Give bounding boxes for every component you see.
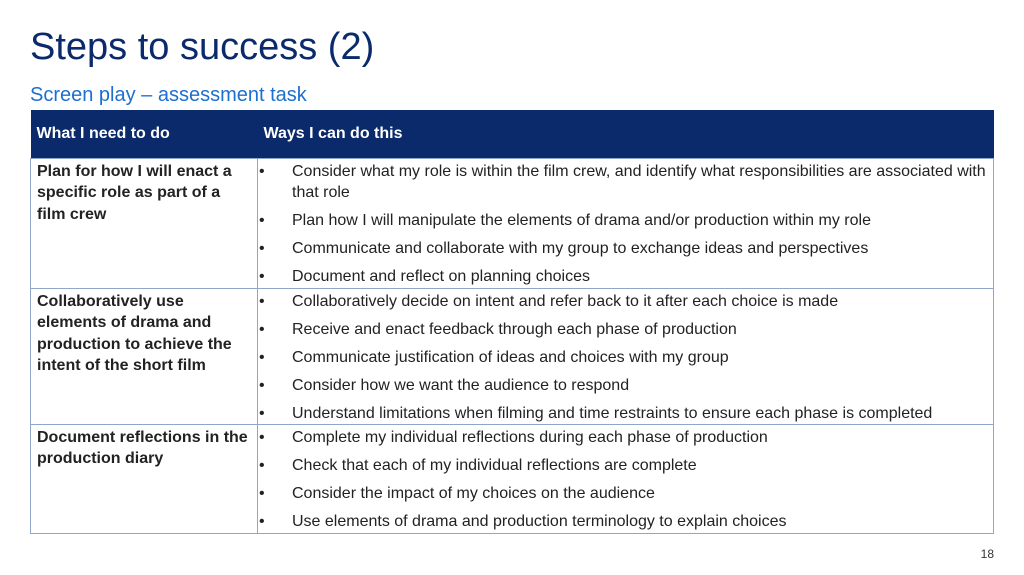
slide-title: Steps to success (2)	[30, 26, 375, 68]
bullet-icon: •	[259, 267, 265, 285]
ways-list	[258, 291, 989, 424]
ways-cell	[258, 158, 994, 288]
list-item-text: Complete my individual reflections during each phase of production	[292, 428, 768, 446]
list-item-text: Communicate and collaborate with my group to exchange ideas and perspectives	[292, 239, 869, 257]
list-item	[258, 347, 989, 368]
need-cell: Collaboratively use elements of drama and production to achieve the intent of the short film	[31, 288, 258, 424]
bullet-icon: •	[259, 320, 265, 338]
ways-list	[258, 161, 989, 287]
bullet-icon: •	[259, 348, 265, 366]
bullet-icon: •	[259, 211, 265, 229]
list-item-text: Check that each of my individual reflections are complete	[292, 456, 697, 474]
table-row	[31, 158, 994, 288]
list-item-text: Plan how I will manipulate the elements of drama and/or production within my role	[292, 211, 871, 229]
list-item	[258, 291, 989, 312]
list-item	[258, 403, 989, 424]
ways-cell	[258, 424, 994, 533]
table-header-row	[31, 110, 994, 158]
list-item-text: Understand limitations when filming and time restraints to ensure each phase is completed	[292, 404, 933, 422]
need-cell: Document reflections in the production diary	[31, 424, 258, 533]
column-header-need: What I need to do	[31, 110, 258, 158]
bullet-icon: •	[259, 239, 265, 257]
list-item	[258, 483, 989, 504]
need-cell: Plan for how I will enact a specific role as part of a film crew	[31, 158, 258, 288]
table-row	[31, 288, 994, 424]
list-item-text: Consider the impact of my choices on the audience	[292, 484, 655, 502]
list-item	[258, 210, 989, 231]
list-item-text: Use elements of drama and production terminology to explain choices	[292, 512, 787, 530]
list-item	[258, 427, 989, 448]
ways-list	[258, 427, 989, 532]
list-item	[258, 375, 989, 396]
bullet-icon: •	[259, 456, 265, 474]
bullet-icon: •	[259, 292, 265, 310]
table-row	[31, 424, 994, 533]
bullet-icon: •	[259, 428, 265, 446]
list-item	[258, 319, 989, 340]
list-item	[258, 266, 989, 287]
ways-cell	[258, 288, 994, 424]
bullet-icon: •	[259, 484, 265, 502]
list-item-text: Consider how we want the audience to respond	[292, 376, 630, 394]
slide-subtitle: Screen play – assessment task	[30, 84, 307, 106]
column-header-ways: Ways I can do this	[258, 110, 994, 158]
list-item	[258, 511, 989, 532]
list-item-text: Collaboratively decide on intent and refer back to it after each choice is made	[292, 292, 839, 310]
steps-table	[30, 110, 994, 534]
bullet-icon: •	[259, 376, 265, 394]
list-item-text: Document and reflect on planning choices	[292, 267, 590, 285]
list-item-text: Consider what my role is within the film crew, and identify what responsibilities are associated with that role	[292, 162, 986, 201]
list-item	[258, 161, 989, 203]
bullet-icon: •	[259, 404, 265, 422]
bullet-icon: •	[259, 512, 265, 530]
list-item-text: Receive and enact feedback through each phase of production	[292, 320, 737, 338]
list-item-text: Communicate justification of ideas and choices with my group	[292, 348, 729, 366]
list-item	[258, 238, 989, 259]
list-item	[258, 455, 989, 476]
page-number: 18	[980, 547, 994, 561]
bullet-icon: •	[259, 162, 265, 180]
